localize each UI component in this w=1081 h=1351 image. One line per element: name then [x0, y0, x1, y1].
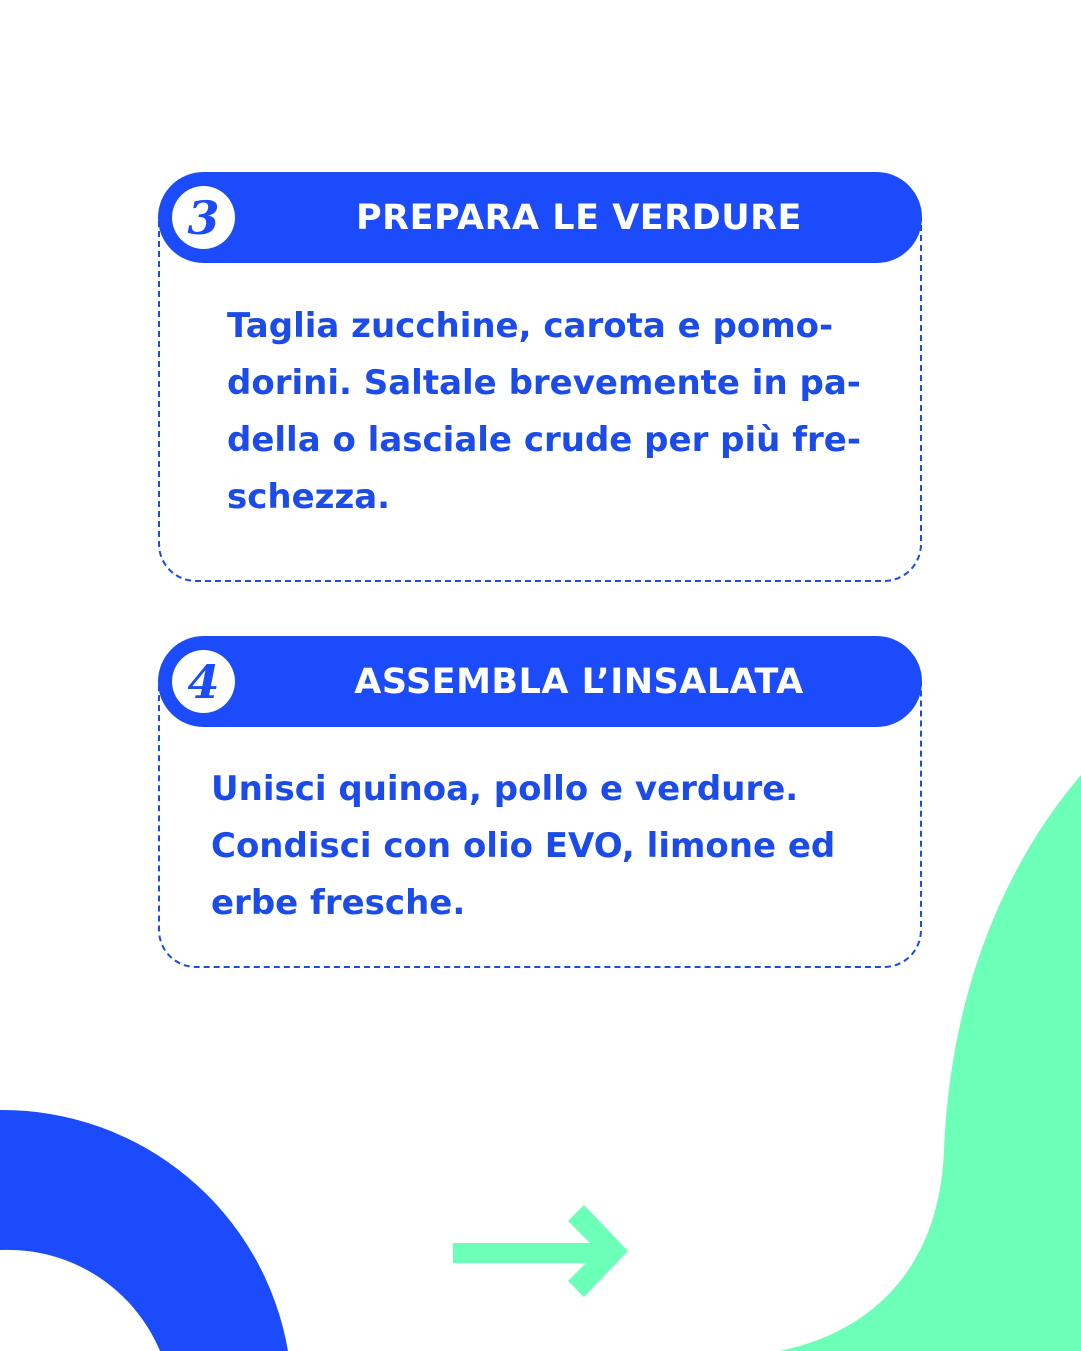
step-title: PREPARA LE VERDURE — [356, 197, 802, 238]
step-header — [158, 172, 922, 263]
arrow-right-icon[interactable] — [450, 1205, 632, 1301]
step-number-badge: 4 — [172, 650, 235, 713]
step-header — [158, 636, 922, 727]
step-title: ASSEMBLA L’INSALATA — [354, 661, 804, 702]
step-description: Taglia zucchine, carota e pomo- dorini. Saltale brevemente in pa- della o lasciale crude per più fre- schezza. — [227, 306, 861, 517]
step-card-3 — [158, 172, 922, 582]
step-card-4 — [158, 636, 922, 968]
step-number-badge: 3 — [172, 186, 235, 249]
step-description: Unisci quinoa, pollo e verdure. Condisci con olio EVO, limone ed erbe fresche. — [211, 769, 836, 923]
